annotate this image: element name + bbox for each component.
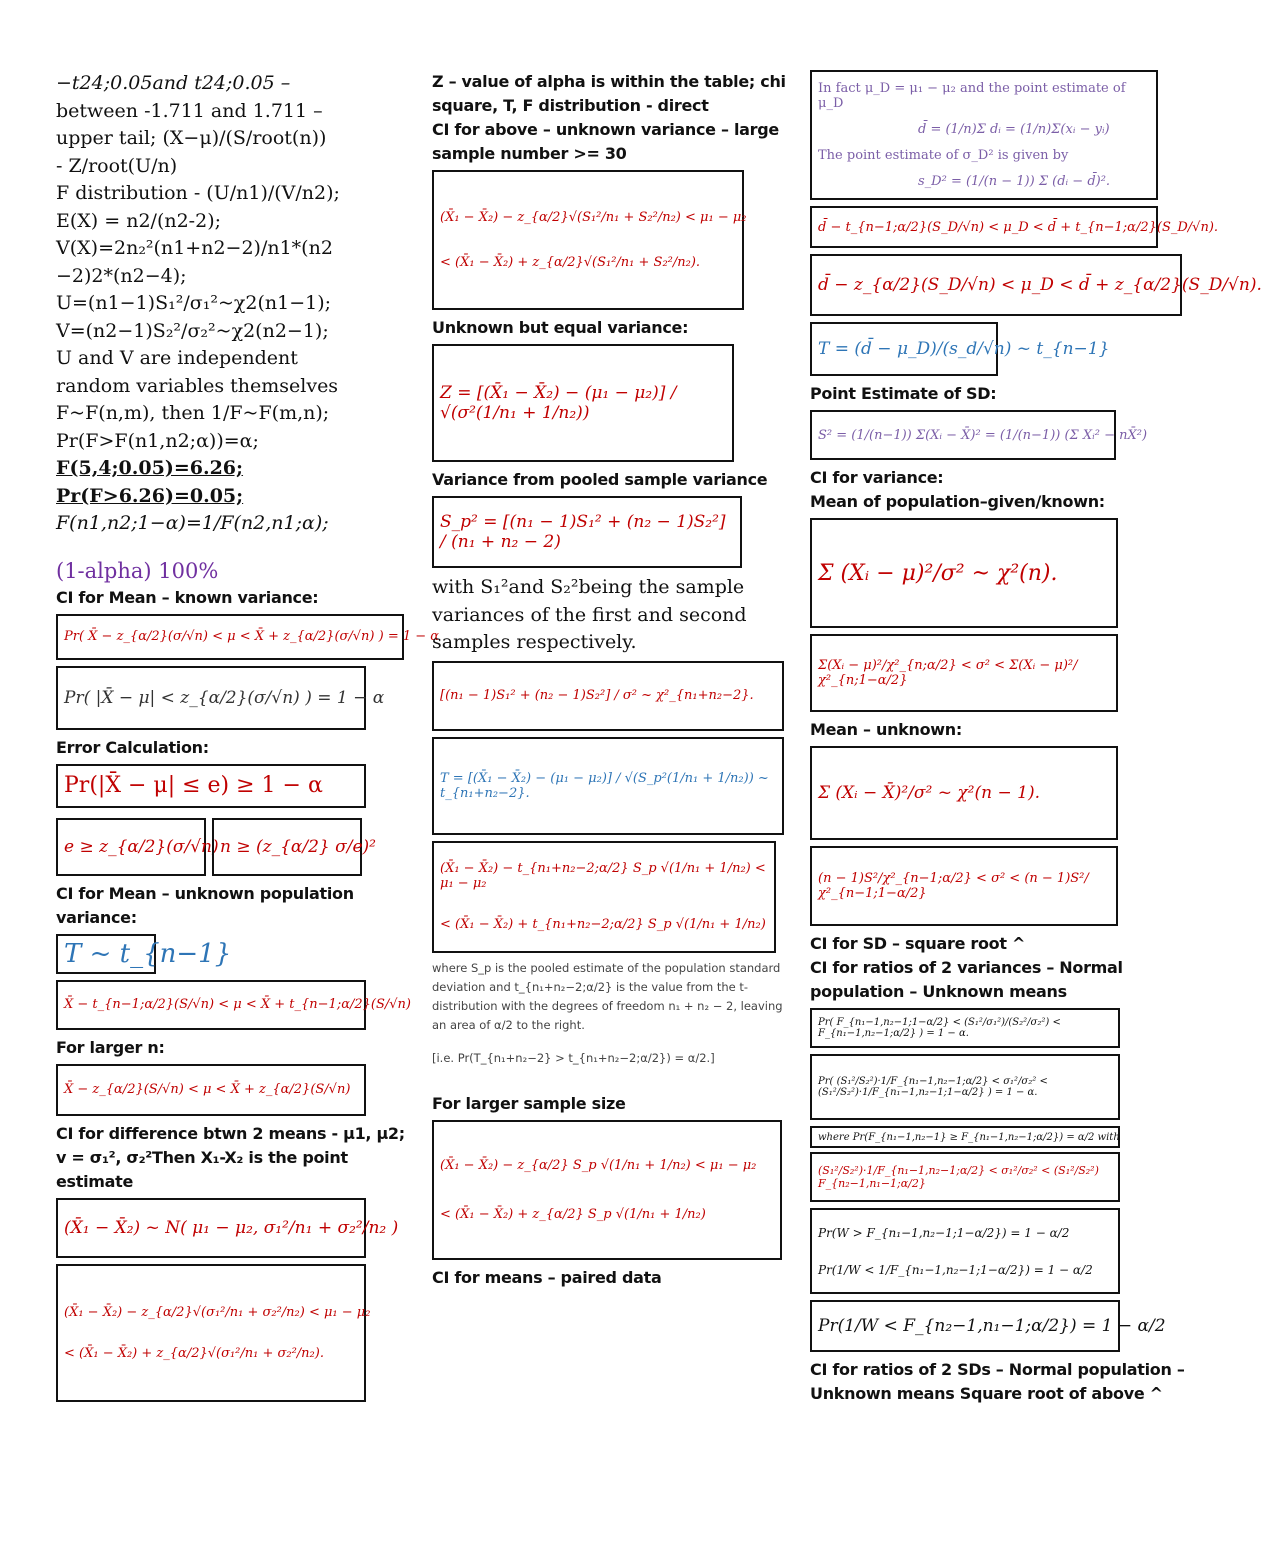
formula-box: T = (d̄ − μ_D)/(s_d/√n) ~ t_{n−1} xyxy=(810,322,998,376)
formula-box: (n − 1)S²/χ²_{n−1;α/2} < σ² < (n − 1)S²/χ²_{n−1;1−α/2} xyxy=(810,846,1118,926)
heading-ci-variance: CI for variance: xyxy=(810,468,944,487)
formula-line: d̄ = (1/n)Σ dᵢ = (1/n)Σ(xᵢ − yᵢ) xyxy=(918,122,1110,138)
formula-line: Pr(1/W < 1/F_{n₁−1,n₂−1;1−α/2}) = 1 − α/2 xyxy=(818,1262,1093,1277)
formula-line: < (X̄₁ − X̄₂) + z_{α/2}√(σ₁²/n₁ + σ₂²/n₂). xyxy=(64,1345,324,1361)
formula-box: Z = [(X̄₁ − X̄₂) − (μ₁ − μ₂)] / √(σ²(1/n₁ + 1/n₂)) xyxy=(432,344,734,462)
formula-box: Pr( |X̄ − μ| < z_{α/2}(σ/√n) ) = 1 − α xyxy=(56,666,366,730)
formula-box: Σ (Xᵢ − μ)²/σ² ~ χ²(n). xyxy=(810,518,1118,628)
formula-box xyxy=(432,1120,782,1260)
text-line: −2)2*(n2−4); xyxy=(56,264,187,287)
formula-box: Σ(Xᵢ − μ)²/χ²_{n;α/2} < σ² < Σ(Xᵢ − μ)²/χ²_{n;1−α/2} xyxy=(810,634,1118,712)
text-line: between -1.711 and 1.711 – xyxy=(56,99,323,122)
text-line: F distribution - (U/n1)/(V/n2); xyxy=(56,182,340,204)
heading-mean-known: Mean of population–given/known: xyxy=(810,492,1105,511)
formula-line: Pr(W > F_{n₁−1,n₂−1;1−α/2}) = 1 − α/2 xyxy=(818,1225,1070,1240)
formula-box: Σ (Xᵢ − X̄)²/σ² ~ χ²(n − 1). xyxy=(810,746,1118,840)
formula-box: where Pr(F_{n₁−1,n₂−1} ≥ F_{n₁−1,n₂−1;α/2}) = α/2 with xyxy=(810,1126,1120,1148)
formula-line: s_D² = (1/(n − 1)) Σ (dᵢ − d̄)². xyxy=(918,173,1111,189)
formula-box: S² = (1/(n−1)) Σ(Xᵢ − X̄)² = (1/(n−1)) (Σ Xᵢ² − nX̄²) xyxy=(810,410,1116,460)
heading-sd-root: CI for SD – square root ^ xyxy=(810,934,1026,953)
heading-ratio-variances: CI for ratios of 2 variances – Normal population – Unknown means xyxy=(810,958,1123,1001)
formula-box: Pr(|X̄ − μ| ≤ e) ≥ 1 − α xyxy=(56,764,366,808)
formula-box: n ≥ (z_{α/2} σ/e)² xyxy=(212,818,362,876)
formula-line: (X̄₁ − X̄₂) − z_{α/2} S_p √(1/n₁ + 1/n₂) < μ₁ − μ₂ xyxy=(440,1157,757,1173)
heading-ratio-sds: CI for ratios of 2 SDs – Normal population – Unknown means Square root of above ^ xyxy=(810,1360,1185,1403)
formula-box: T ~ t_{n−1} xyxy=(56,934,156,974)
formula-line: < (X̄₁ − X̄₂) + z_{α/2}√(S₁²/n₁ + S₂²/n₂). xyxy=(440,255,701,270)
paragraph-with: with S₁²and S₂²being the sample variances of the first and second samples respectively. xyxy=(432,576,747,653)
heading-ci-large-sample: CI for above – unknown variance – large sample number >= 30 xyxy=(432,120,779,163)
heading-intro: Z – value of alpha is within the table; chi square, T, F distribution - direct xyxy=(432,72,786,115)
column-2 xyxy=(432,70,787,1290)
text-line: upper tail; (X−μ)/(S/root(n)) xyxy=(56,127,327,149)
formula-box: S_p² = [(n₁ − 1)S₁² + (n₂ − 1)S₂²] / (n₁ + n₂ − 2) xyxy=(432,496,742,568)
heading-paired: CI for means – paired data xyxy=(432,1267,662,1287)
formula-box: (X̄₁ − X̄₂) ~ N( μ₁ − μ₂, σ₁²/n₁ + σ₂²/n₂ ) xyxy=(56,1198,366,1258)
heading-ci-known-variance: CI for Mean – known variance: xyxy=(56,587,319,607)
formula-box: Pr( (S₁²/S₂²)·1/F_{n₁−1,n₂−1;α/2} < σ₁²/σ₂² < (S₁²/S₂²)·1/F_{n₁−1,n₂−1;1−α/2} ) = 1 − α. xyxy=(810,1054,1120,1120)
text-line: F(n1,n2;1−α)=1/F(n2,n1;α); xyxy=(56,512,329,534)
formula-box xyxy=(810,1208,1120,1294)
heading-mean-unknown: Mean – unknown: xyxy=(810,720,962,739)
column-3 xyxy=(810,70,1262,1406)
formula-box: Pr( F_{n₁−1,n₂−1;1−α/2} < (S₁²/σ₁²)/(S₂²/σ₂²) < F_{n₁−1,n₂−1;α/2} ) = 1 − α. xyxy=(810,1008,1120,1048)
heading-equal-variance: Unknown but equal variance: xyxy=(432,318,689,337)
heading-ci-unknown-variance: CI for Mean – unknown population variance: xyxy=(56,883,354,927)
text-line: −t24;0.05and t24;0.05 – xyxy=(56,72,291,94)
text-line: Pr(F>F(n1,n2;α))=α; xyxy=(56,429,259,452)
bold-underline-line: Pr(F>6.26)=0.05; xyxy=(56,484,244,507)
formula-box: (S₁²/S₂²)·1/F_{n₁−1,n₂−1;α/2} < σ₁²/σ₂² < (S₁²/S₂²) F_{n₂−1,n₁−1;α/2} xyxy=(810,1152,1120,1202)
formula-line: The point estimate of σ_D² is given by xyxy=(818,147,1069,163)
column-1 xyxy=(56,70,440,1408)
formula-box: [(n₁ − 1)S₁² + (n₂ − 1)S₂²] / σ² ~ χ²_{n₁+n₂−2}. xyxy=(432,661,784,731)
heading-point-estimate-sd: Point Estimate of SD: xyxy=(810,384,997,403)
heading-diff-means: CI for difference btwn 2 means - μ1, μ2; v = σ₁², σ₂²Then X₁-X₂ is the point estimate xyxy=(56,1123,405,1191)
formula-box: X̄ − t_{n−1;α/2}(S/√n) < μ < X̄ + t_{n−1;α/2}(S/√n) xyxy=(56,980,366,1030)
formula-box: e ≥ z_{α/2}(σ/√n) xyxy=(56,818,206,876)
formula-box: Pr(1/W < F_{n₂−1,n₁−1;α/2}) = 1 − α/2 xyxy=(810,1300,1120,1352)
text-line: V=(n2−1)S₂²/σ₂²~χ2(n2−1); xyxy=(56,319,329,342)
formula-box xyxy=(56,1264,371,1402)
confidence-heading: (1-alpha) 100% xyxy=(56,558,219,583)
text-line: U=(n1−1)S₁²/σ₁²~χ2(n1−1); xyxy=(56,292,332,314)
heading-error-calculation: Error Calculation: xyxy=(56,737,209,757)
formula-line: < (X̄₁ − X̄₂) + t_{n₁+n₂−2;α/2} S_p √(1/n₁ + 1/n₂) xyxy=(440,917,766,932)
heading-larger-n: For larger n: xyxy=(56,1037,165,1057)
text-line: U and V are independent xyxy=(56,347,298,369)
formula-box: d̄ − z_{α/2}(S_D/√n) < μ_D < d̄ + z_{α/2}(S_D/√n). xyxy=(810,254,1182,316)
formula-line: In fact μ_D = μ₁ − μ₂ and the point estimate of μ_D xyxy=(818,81,1126,112)
formula-line: (X̄₁ − X̄₂) − z_{α/2}√(σ₁²/n₁ + σ₂²/n₂) < μ₁ − μ₂ xyxy=(64,1304,371,1320)
text-line: random variables themselves xyxy=(56,374,339,397)
formula-box xyxy=(432,170,747,310)
text-line: E(X) = n2/(n2-2); xyxy=(56,209,222,232)
formula-box: Pr( X̄ − z_{α/2}(σ/√n) < μ < X̄ + z_{α/2}(σ/√n) ) = 1 − α xyxy=(56,614,404,660)
note-pooled: where S_p is the pooled estimate of the population standard deviation and t_{n₁+n₂−2;α/2} is the value from the t-distribution with the degrees of freedom n₁ + n₂ − 2, leaving an area of α/2 to the right. xyxy=(432,960,783,1032)
formula-line: < (X̄₁ − X̄₂) + z_{α/2} S_p √(1/n₁ + 1/n₂) xyxy=(440,1206,706,1222)
formula-line: (X̄₁ − X̄₂) − z_{α/2}√(S₁²/n₁ + S₂²/n₂) < μ₁ − μ₂ xyxy=(440,210,747,225)
formula-line: (X̄₁ − X̄₂) − t_{n₁+n₂−2;α/2} S_p √(1/n₁ + 1/n₂) < μ₁ − μ₂ xyxy=(440,861,766,891)
text-line: - Z/root(U/n) xyxy=(56,154,178,177)
formula-box xyxy=(810,70,1158,200)
note-pr: [i.e. Pr(T_{n₁+n₂−2} > t_{n₁+n₂−2;α/2}) = α/2.] xyxy=(432,1050,715,1065)
formula-box: d̄ − t_{n−1;α/2}(S_D/√n) < μ_D < d̄ + t_{n−1;α/2}(S_D/√n). xyxy=(810,206,1158,248)
bold-underline-line: F(5,4;0.05)=6.26; xyxy=(56,457,244,479)
heading-pooled-variance: Variance from pooled sample variance xyxy=(432,470,768,489)
heading-larger-sample: For larger sample size xyxy=(432,1093,626,1113)
text-line: V(X)=2n₂²(n1+n2−2)/n1*(n2 xyxy=(56,237,333,259)
formula-row xyxy=(56,814,406,882)
text-line: F~F(n,m), then 1/F~F(m,n); xyxy=(56,402,330,424)
formula-box xyxy=(432,841,776,953)
formula-box: X̄ − z_{α/2}(S/√n) < μ < X̄ + z_{α/2}(S/√n) xyxy=(56,1064,366,1116)
formula-box: T = [(X̄₁ − X̄₂) − (μ₁ − μ₂)] / √(S_p²(1/n₁ + 1/n₂)) ~ t_{n₁+n₂−2}. xyxy=(432,737,784,835)
